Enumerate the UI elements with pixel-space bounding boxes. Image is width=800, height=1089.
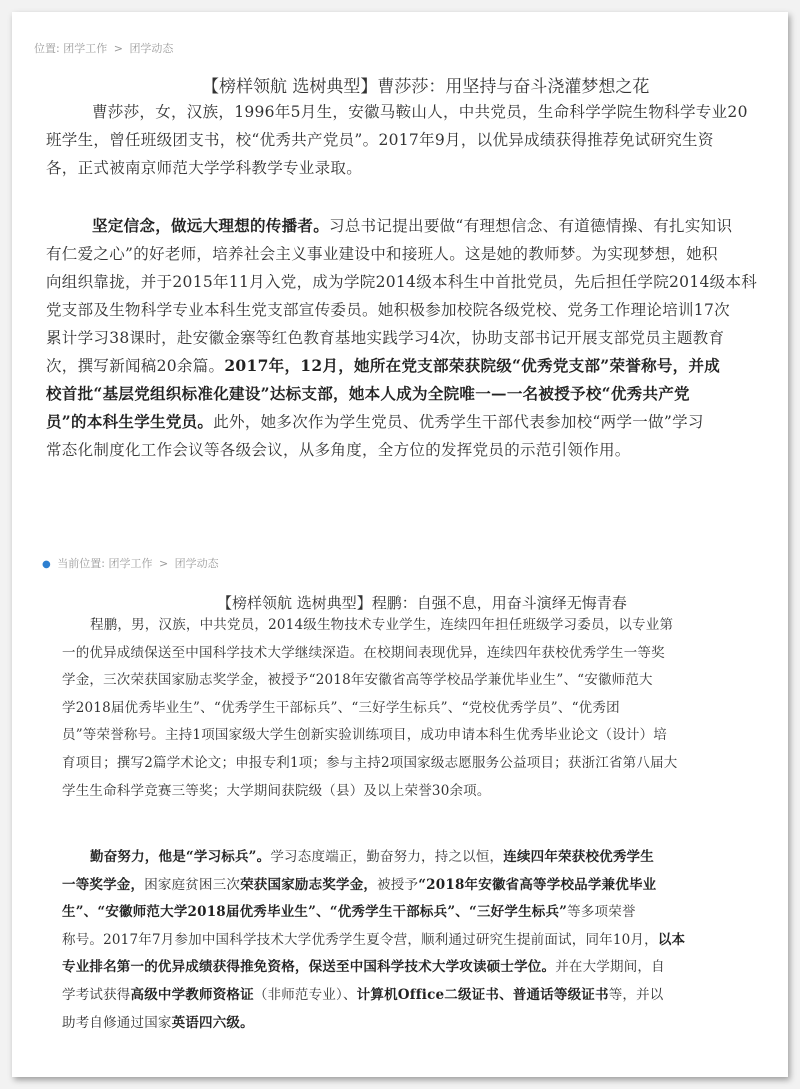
bold-text: 校首批“基层党组织标准化建设”达标支部，她本人成为全院唯一—一名被授予校“优秀共产党	[46, 384, 690, 403]
text-line	[62, 954, 788, 982]
text-line: 累计学习38课时，赴安徽金寨等红色教育基地实践学习4次，协助支部书记开展支部党员主题教育	[46, 329, 725, 347]
breadcrumb-prefix: 当前位置:	[57, 557, 105, 570]
breadcrumb-link-tuanxue[interactable]: 团学工作	[108, 557, 153, 570]
article-paragraph	[62, 844, 788, 1037]
text-line: 班学生，曾任班级团支书，校“优秀共产党员”。2017年9月，以优异成绩获得推荐免试研究生资	[46, 131, 714, 149]
line-text: 此外，她多次作为学生党员、优秀学生干部代表参加校“两学一做”学习	[213, 413, 704, 431]
article-title: 【榜样领航 选树典型】程鹏：自强不息，用奋斗演绎无悔青春	[217, 594, 627, 612]
text-line: 学金，三次荣获国家励志奖学金，被授予“2018年安徽省高等学校品学兼优毕业生”、“安徽师范大	[62, 672, 653, 689]
breadcrumb	[34, 40, 173, 56]
bold-text: 员”的本科生学生党员。	[46, 412, 214, 431]
line-text: 学考试获得	[62, 986, 131, 1003]
breadcrumb-prefix: 位置:	[34, 42, 60, 55]
text-line	[46, 352, 788, 380]
line-text: 称号。2017年7月参加中国科学技术大学优秀学生夏令营，顺利通过研究生提前面试，同年10月，	[62, 931, 658, 948]
text-line: 向组织靠拢，并于2015年11月入党，成为学院2014级本科生中首批党员，先后担任学院2014级本科	[46, 273, 758, 291]
bold-text: 勤奋努力，他是“学习标兵”。	[90, 849, 271, 865]
text-line: 员”等荣誉称号。主持1项国家级大学生创新实验训练项目，成功申请本科生优秀毕业论文（设计）培	[62, 727, 667, 744]
bold-text: 计算机Office二级证书、普通话等级证书	[356, 986, 609, 1003]
bold-text: “2018年安徽省高等学校品学兼优毕业	[418, 876, 657, 893]
text-line: 学生生命科学竞赛三等奖；大学期间获院级（县）及以上荣誉30余项。	[62, 782, 491, 799]
bold-text: 连续四年荣获校优秀学生	[503, 849, 654, 865]
text-line: 育项目；撰写2篇学术论文；申报专利1项；参与主持2项国家级志愿服务公益项目；获浙江省第八届大	[62, 754, 678, 771]
text-line	[62, 899, 788, 927]
text-line	[58, 212, 788, 240]
text-line	[46, 380, 788, 408]
article-paragraph	[46, 98, 788, 182]
text-line	[62, 1010, 788, 1038]
bold-text: 英语四六级。	[171, 1014, 254, 1031]
bold-text: 荣获国家励志奖学金，	[240, 876, 378, 893]
breadcrumb-separator: >	[113, 42, 123, 55]
text-line: 学2018届优秀毕业生”、“优秀学生干部标兵”、“三好学生标兵”、“党校优秀学员”、“优秀团	[62, 699, 620, 716]
line-text: 等多项荣誉	[567, 904, 636, 921]
line-text: 习总书记提出要做“有理想信念、有道德情操、有扎实知识	[329, 217, 733, 235]
text-line	[46, 408, 788, 436]
article-paragraph	[46, 212, 788, 464]
location-pin-icon: ●	[42, 559, 51, 570]
text-line: 党支部及生物科学专业本科生党支部宣传委员。她积极参加校院各级党校、党务工作理论培训17次	[46, 301, 730, 319]
article-paragraph	[62, 612, 788, 805]
line-text: 学习态度端正，勤奋努力，持之以恒，	[270, 849, 504, 865]
text-line	[62, 927, 788, 955]
line-text: 困家庭贫困三次	[144, 876, 241, 893]
text-line	[62, 872, 788, 900]
line-text: 被授予	[377, 876, 419, 893]
text-line	[62, 982, 788, 1010]
article-title: 【榜样领航 选树典型】曹莎莎：用坚持与奋斗浇灌梦想之花	[202, 77, 650, 97]
text-line: 程鹏，男，汉族，中共党员，2014级生物技术专业学生，连续四年担任班级学习委员，以专业第	[90, 617, 674, 633]
bold-text: 生”、“安徽师范大学2018届优秀毕业生”、“优秀学生干部标兵”、“三好学生标兵”	[62, 904, 568, 921]
document-page	[12, 12, 788, 1077]
text-line: 一的优异成绩保送至中国科学技术大学继续深造。在校期间表现优异，连续四年获校优秀学生一等奖	[62, 644, 665, 661]
bold-text: 以本	[657, 931, 686, 948]
text-line: 各，正式被南京师范大学学科教学专业录取。	[46, 159, 363, 177]
breadcrumb-link-tuanxue[interactable]: 团学工作	[63, 42, 108, 55]
text-line: 常态化制度化工作会议等各级会议，从多角度，全方位的发挥党员的示范引领作用。	[46, 441, 631, 459]
line-text: 助考自修通过国家	[62, 1014, 172, 1031]
bold-text: 一等奖学金，	[62, 876, 145, 893]
breadcrumb-link-dongtai[interactable]: 团学动态	[129, 42, 174, 55]
bold-text: 坚定信念，做远大理想的传播者。	[92, 216, 330, 235]
line-text: （非师范专业）、	[253, 986, 357, 1003]
breadcrumb-separator: >	[158, 557, 169, 570]
breadcrumb	[42, 555, 219, 571]
line-text: 并在大学期间，自	[555, 959, 665, 976]
text-line: 曹莎莎，女，汉族，1996年5月生，安徽马鞍山人，中共党员，生命科学学院生物科学专业20	[92, 103, 748, 121]
breadcrumb-link-dongtai[interactable]: 团学动态	[174, 557, 219, 570]
line-text: 次，撰写新闻稿20余篇。	[46, 357, 225, 375]
line-text: 等，并以	[608, 986, 664, 1003]
bold-text: 高级中学教师资格证	[130, 986, 254, 1003]
text-line	[62, 844, 788, 872]
bold-text: 专业排名第一的优异成绩获得推免资格，保送至中国科学技术大学攻读硕士学位。	[62, 959, 556, 976]
text-line: 有仁爱之心”的好老师，培养社会主义事业建设中和接班人。这是她的教师梦。为实现梦想，她积	[46, 245, 718, 263]
bold-text: 2017年，12月，她所在党支部荣获院级“优秀党支部”荣誉称号，并成	[224, 356, 721, 375]
